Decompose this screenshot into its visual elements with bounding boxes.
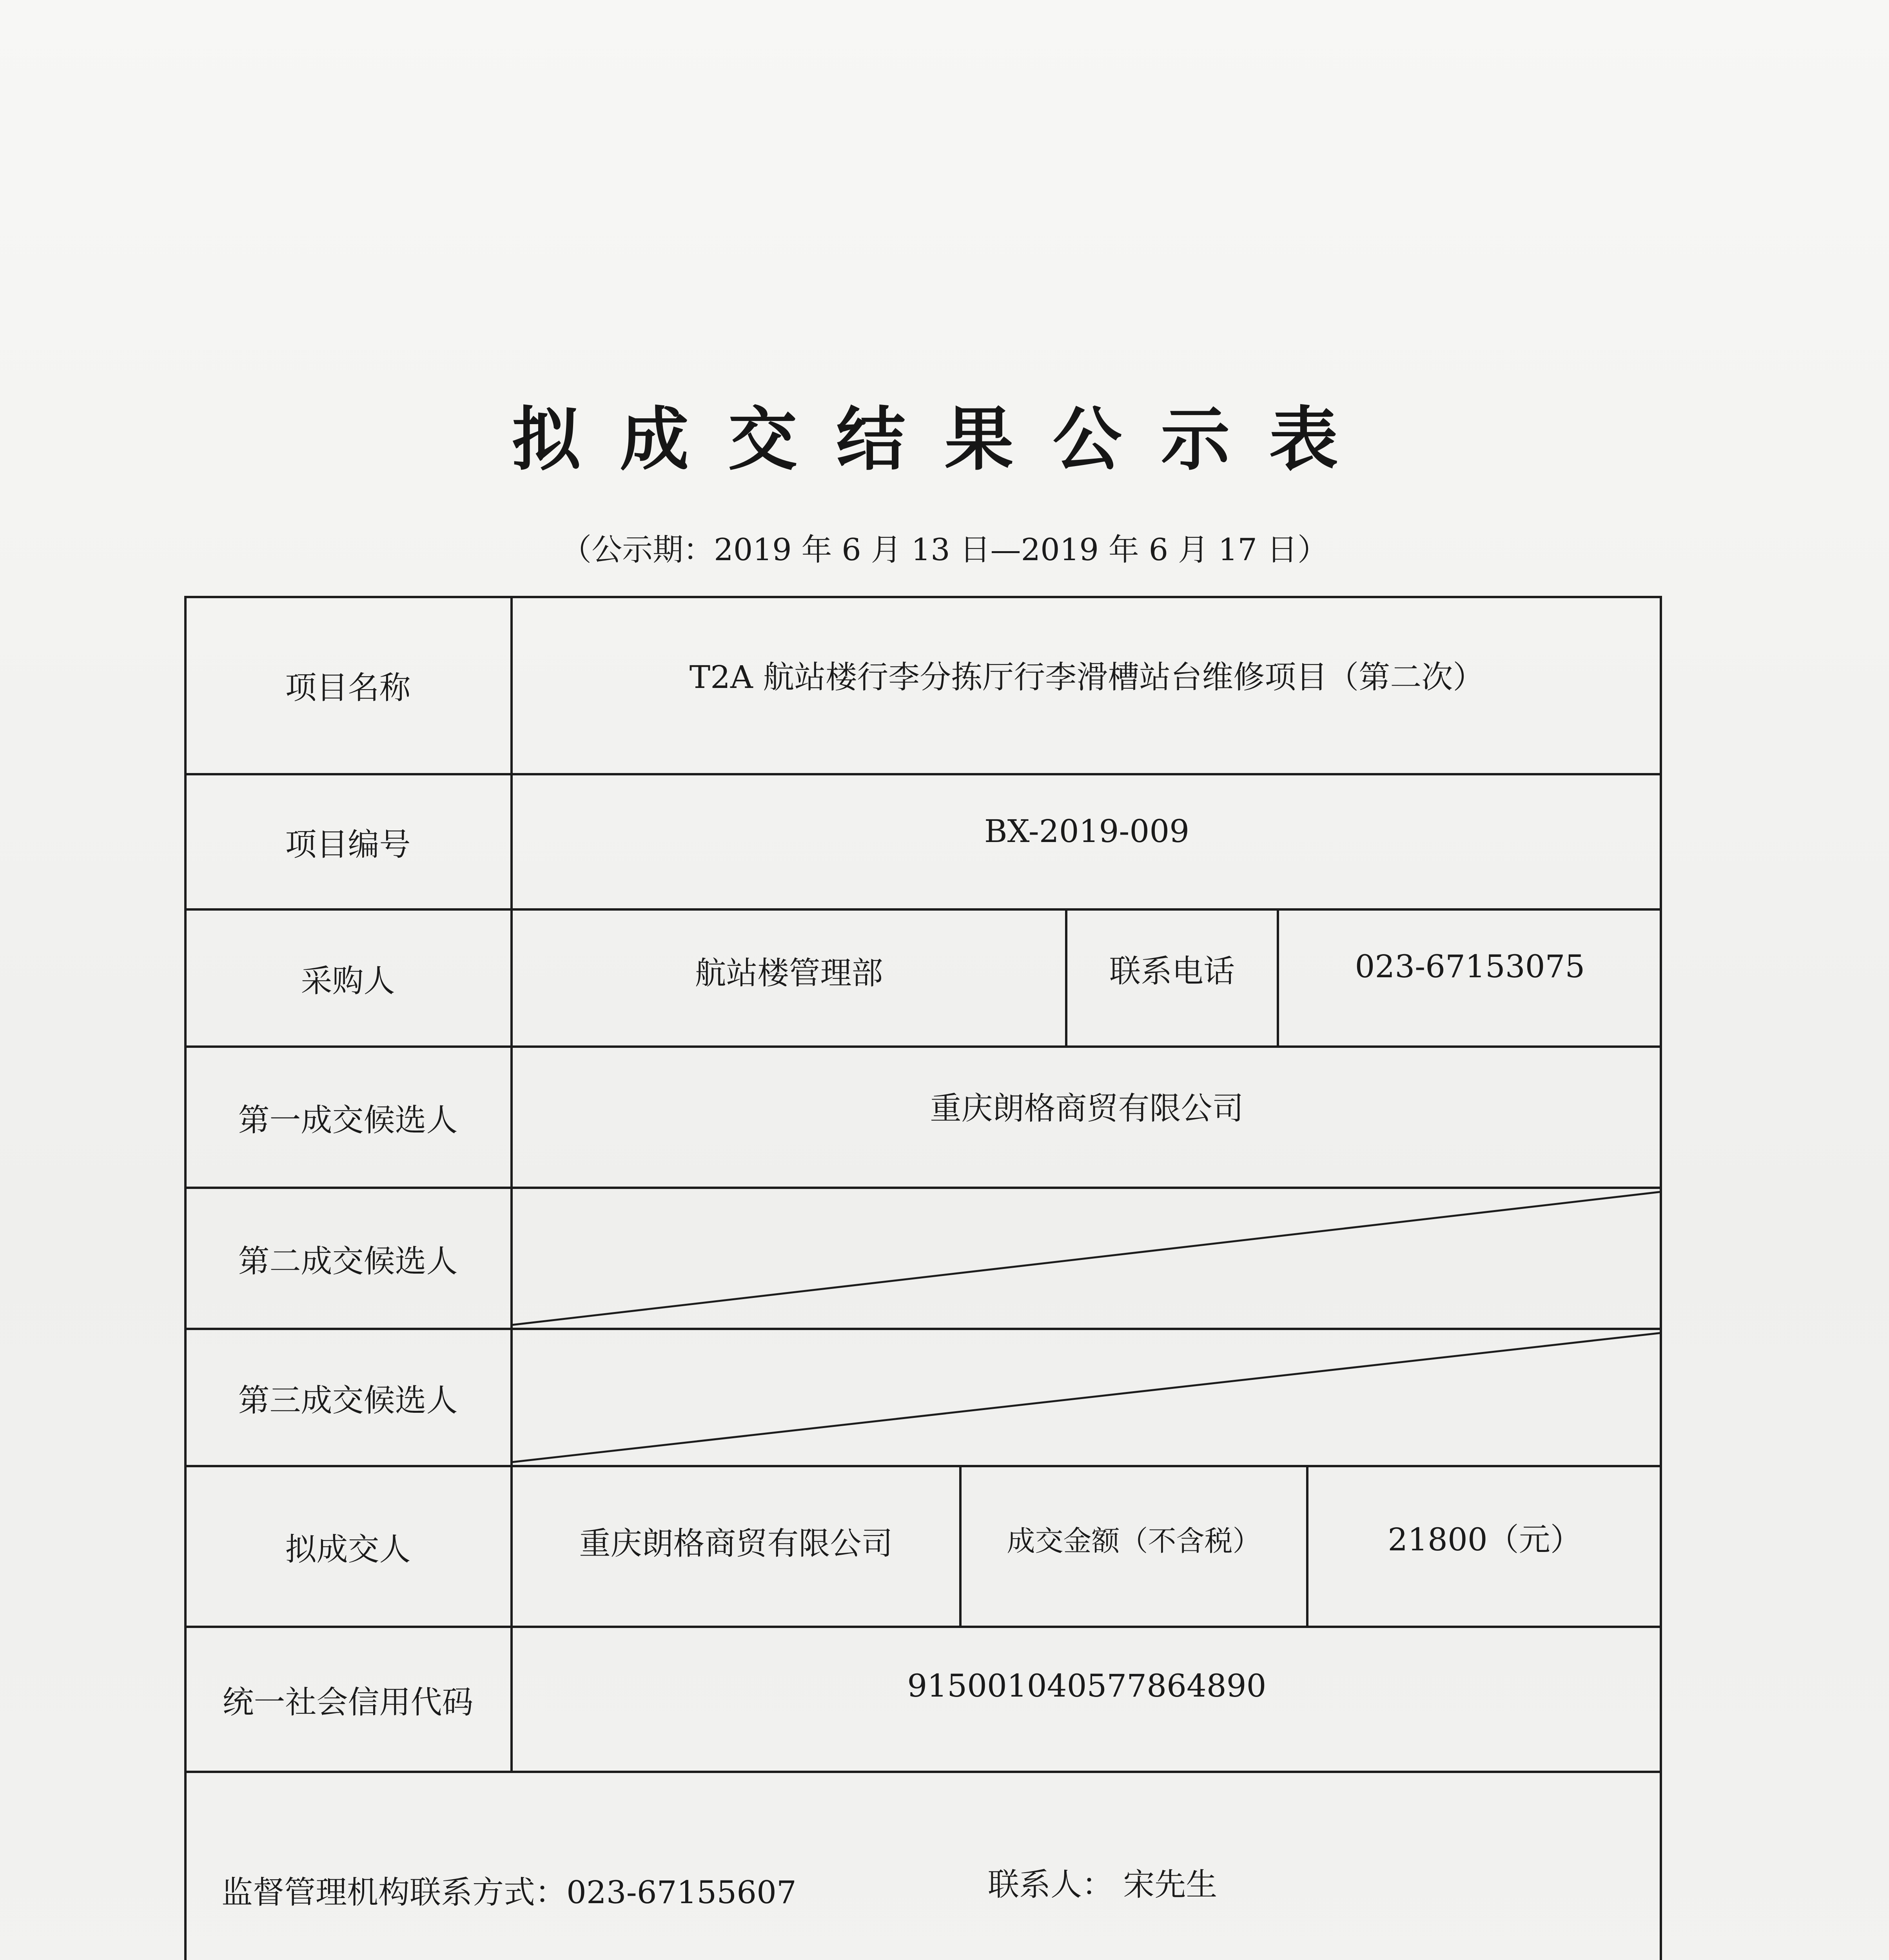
project-number-value: BX-2019-009: [984, 813, 1190, 849]
project-number-label: 项目编号: [285, 826, 411, 863]
amount-label: 成交金额（不含税）: [1007, 1524, 1261, 1557]
buyer-value: 航站楼管理部: [695, 955, 883, 991]
candidate2-label: 第二成交候选人: [238, 1243, 458, 1279]
winner-label: 拟成交人: [285, 1531, 411, 1568]
buyer-label: 采购人: [301, 962, 395, 999]
result-table: [184, 596, 1662, 1960]
phone-label: 联系电话: [1109, 953, 1235, 989]
phone-value: 023-67153075: [1355, 948, 1585, 985]
publicity-period: （公示期：2019 年 6 月 13 日—2019 年 6 月 17 日）: [561, 532, 1328, 568]
candidate3-label: 第三成交候选人: [238, 1382, 458, 1419]
credit-code-label: 统一社会信用代码: [222, 1684, 474, 1720]
project-name-value: T2A 航站楼行李分拣厅行李滑槽站台维修项目（第二次）: [689, 659, 1484, 695]
candidate1-label: 第一成交候选人: [238, 1102, 458, 1138]
amount-value: 21800（元）: [1388, 1521, 1582, 1558]
project-name-label: 项目名称: [285, 670, 411, 706]
candidate1-value: 重庆朗格商贸有限公司: [930, 1090, 1244, 1127]
winner-value: 重庆朗格商贸有限公司: [579, 1525, 893, 1562]
supervisor-person: 联系人： 宋先生: [988, 1866, 1218, 1903]
supervisor-contact: 监督管理机构联系方式：023-67155607: [221, 1874, 797, 1911]
credit-code-value: 915001040577864890: [907, 1667, 1267, 1704]
document-title: 拟成交结果公示表: [512, 399, 1377, 480]
